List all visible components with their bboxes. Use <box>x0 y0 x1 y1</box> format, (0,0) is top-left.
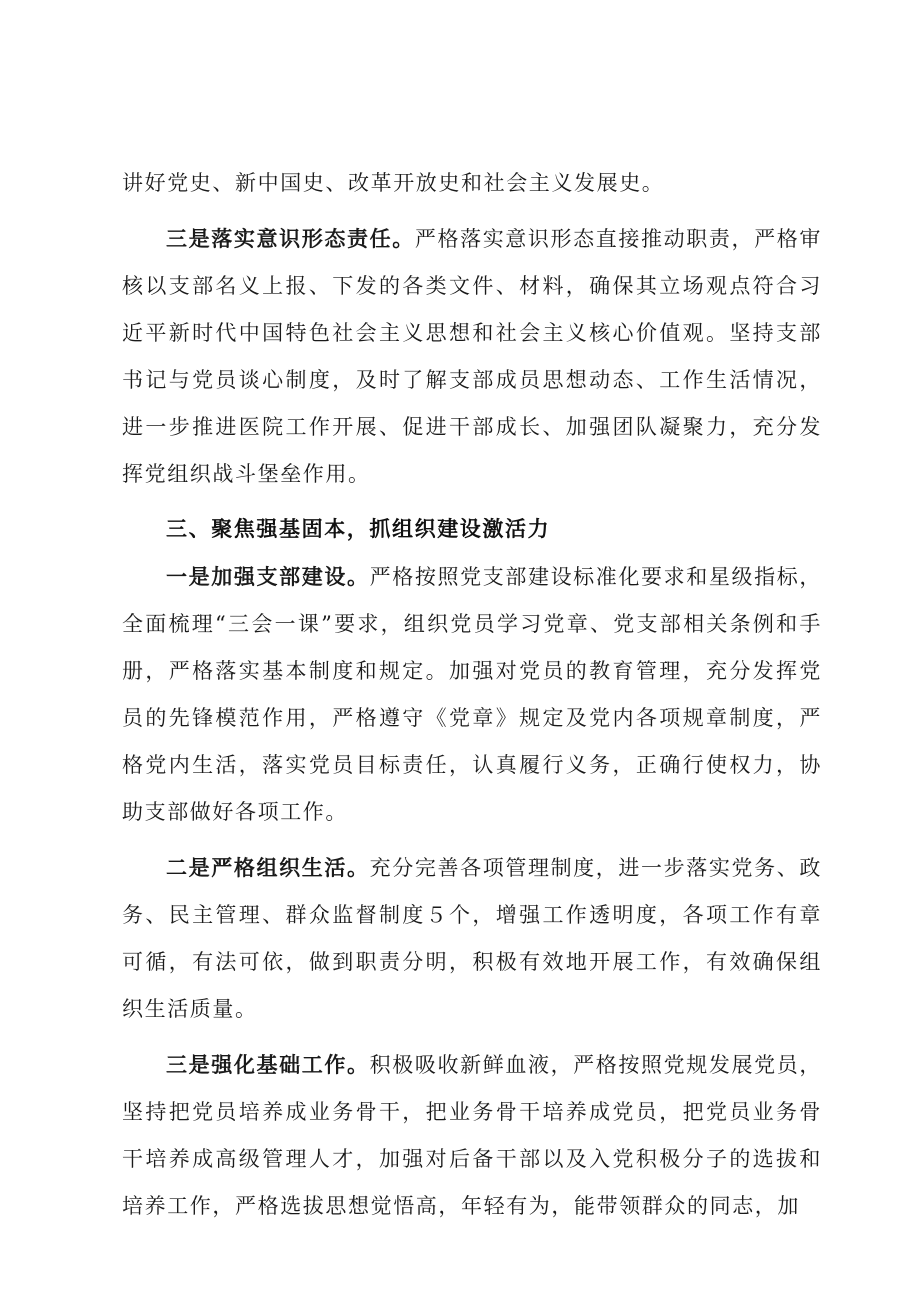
spacer <box>122 1033 822 1041</box>
paragraph-ideology-responsibility <box>122 215 822 498</box>
paragraph-text: 严格按照党支部建设标准化要求和星级指标，全面梳理“三会一课”要求，组织党员学习党章、党支部相关条例和手册，严格落实基本制度和规定。加强对党员的教育管理，充分发挥党员的先锋模范作用，严格遵守《党章》规定及党内各项规章制度，严格党内生活，落实党员目标责任，认真履行义务，正确行使权力，协助支部做好各项工作。 <box>122 565 822 824</box>
paragraph-text: 严格落实意识形态直接推动职责，严格审核以支部名义上报、下发的各类文件、材料，确保其立场观点符合习近平新时代中国特色社会主义思想和社会主义核心价值观。坚持支部书记与党员谈心制度，及时了解支部成员思想动态、工作生活情况，进一步推进医院工作开展、促进干部成长、加强团队凝聚力，充分发挥党组织战斗堡垒作用。 <box>122 227 822 486</box>
paragraph-continuation: 讲好党史、新中国史、改革开放史和社会主义发展史。 <box>122 171 665 195</box>
paragraph-lead: 三是强化基础工作。 <box>166 1052 370 1077</box>
paragraph-text: 积极吸收新鲜血液，严格按照党规发展党员，坚持把党员培养成业务骨干，把业务骨干培养成党员，把党员业务骨干培养成高级管理人才，加强对后备干部以及入党积极分子的选拔和培养工作，严格选拔思想觉悟高，年轻有为，能带领群众的同志，加 <box>122 1053 822 1218</box>
paragraph-organization-life <box>122 844 822 1033</box>
paragraph-branch-building <box>122 553 822 836</box>
paragraph-text: 充分完善各项管理制度，进一步落实党务、政务、民主管理、群众监督制度５个，增强工作透明度，各项工作有章可循，有法可依，做到职责分明，积极有效地开展工作，有效确保组织生活质量。 <box>122 856 822 1021</box>
paragraph-lead: 一是加强支部建设。 <box>166 564 370 589</box>
document-body <box>122 160 822 1230</box>
spacer <box>122 498 822 506</box>
paragraph-lead: 二是严格组织生活。 <box>166 855 370 880</box>
paragraph-lead: 三是落实意识形态责任。 <box>166 226 415 251</box>
spacer <box>122 207 822 215</box>
spacer <box>122 836 822 844</box>
section-heading: 三、聚焦强基固本，抓组织建设激活力 <box>166 517 551 541</box>
paragraph-foundation-work <box>122 1041 822 1230</box>
